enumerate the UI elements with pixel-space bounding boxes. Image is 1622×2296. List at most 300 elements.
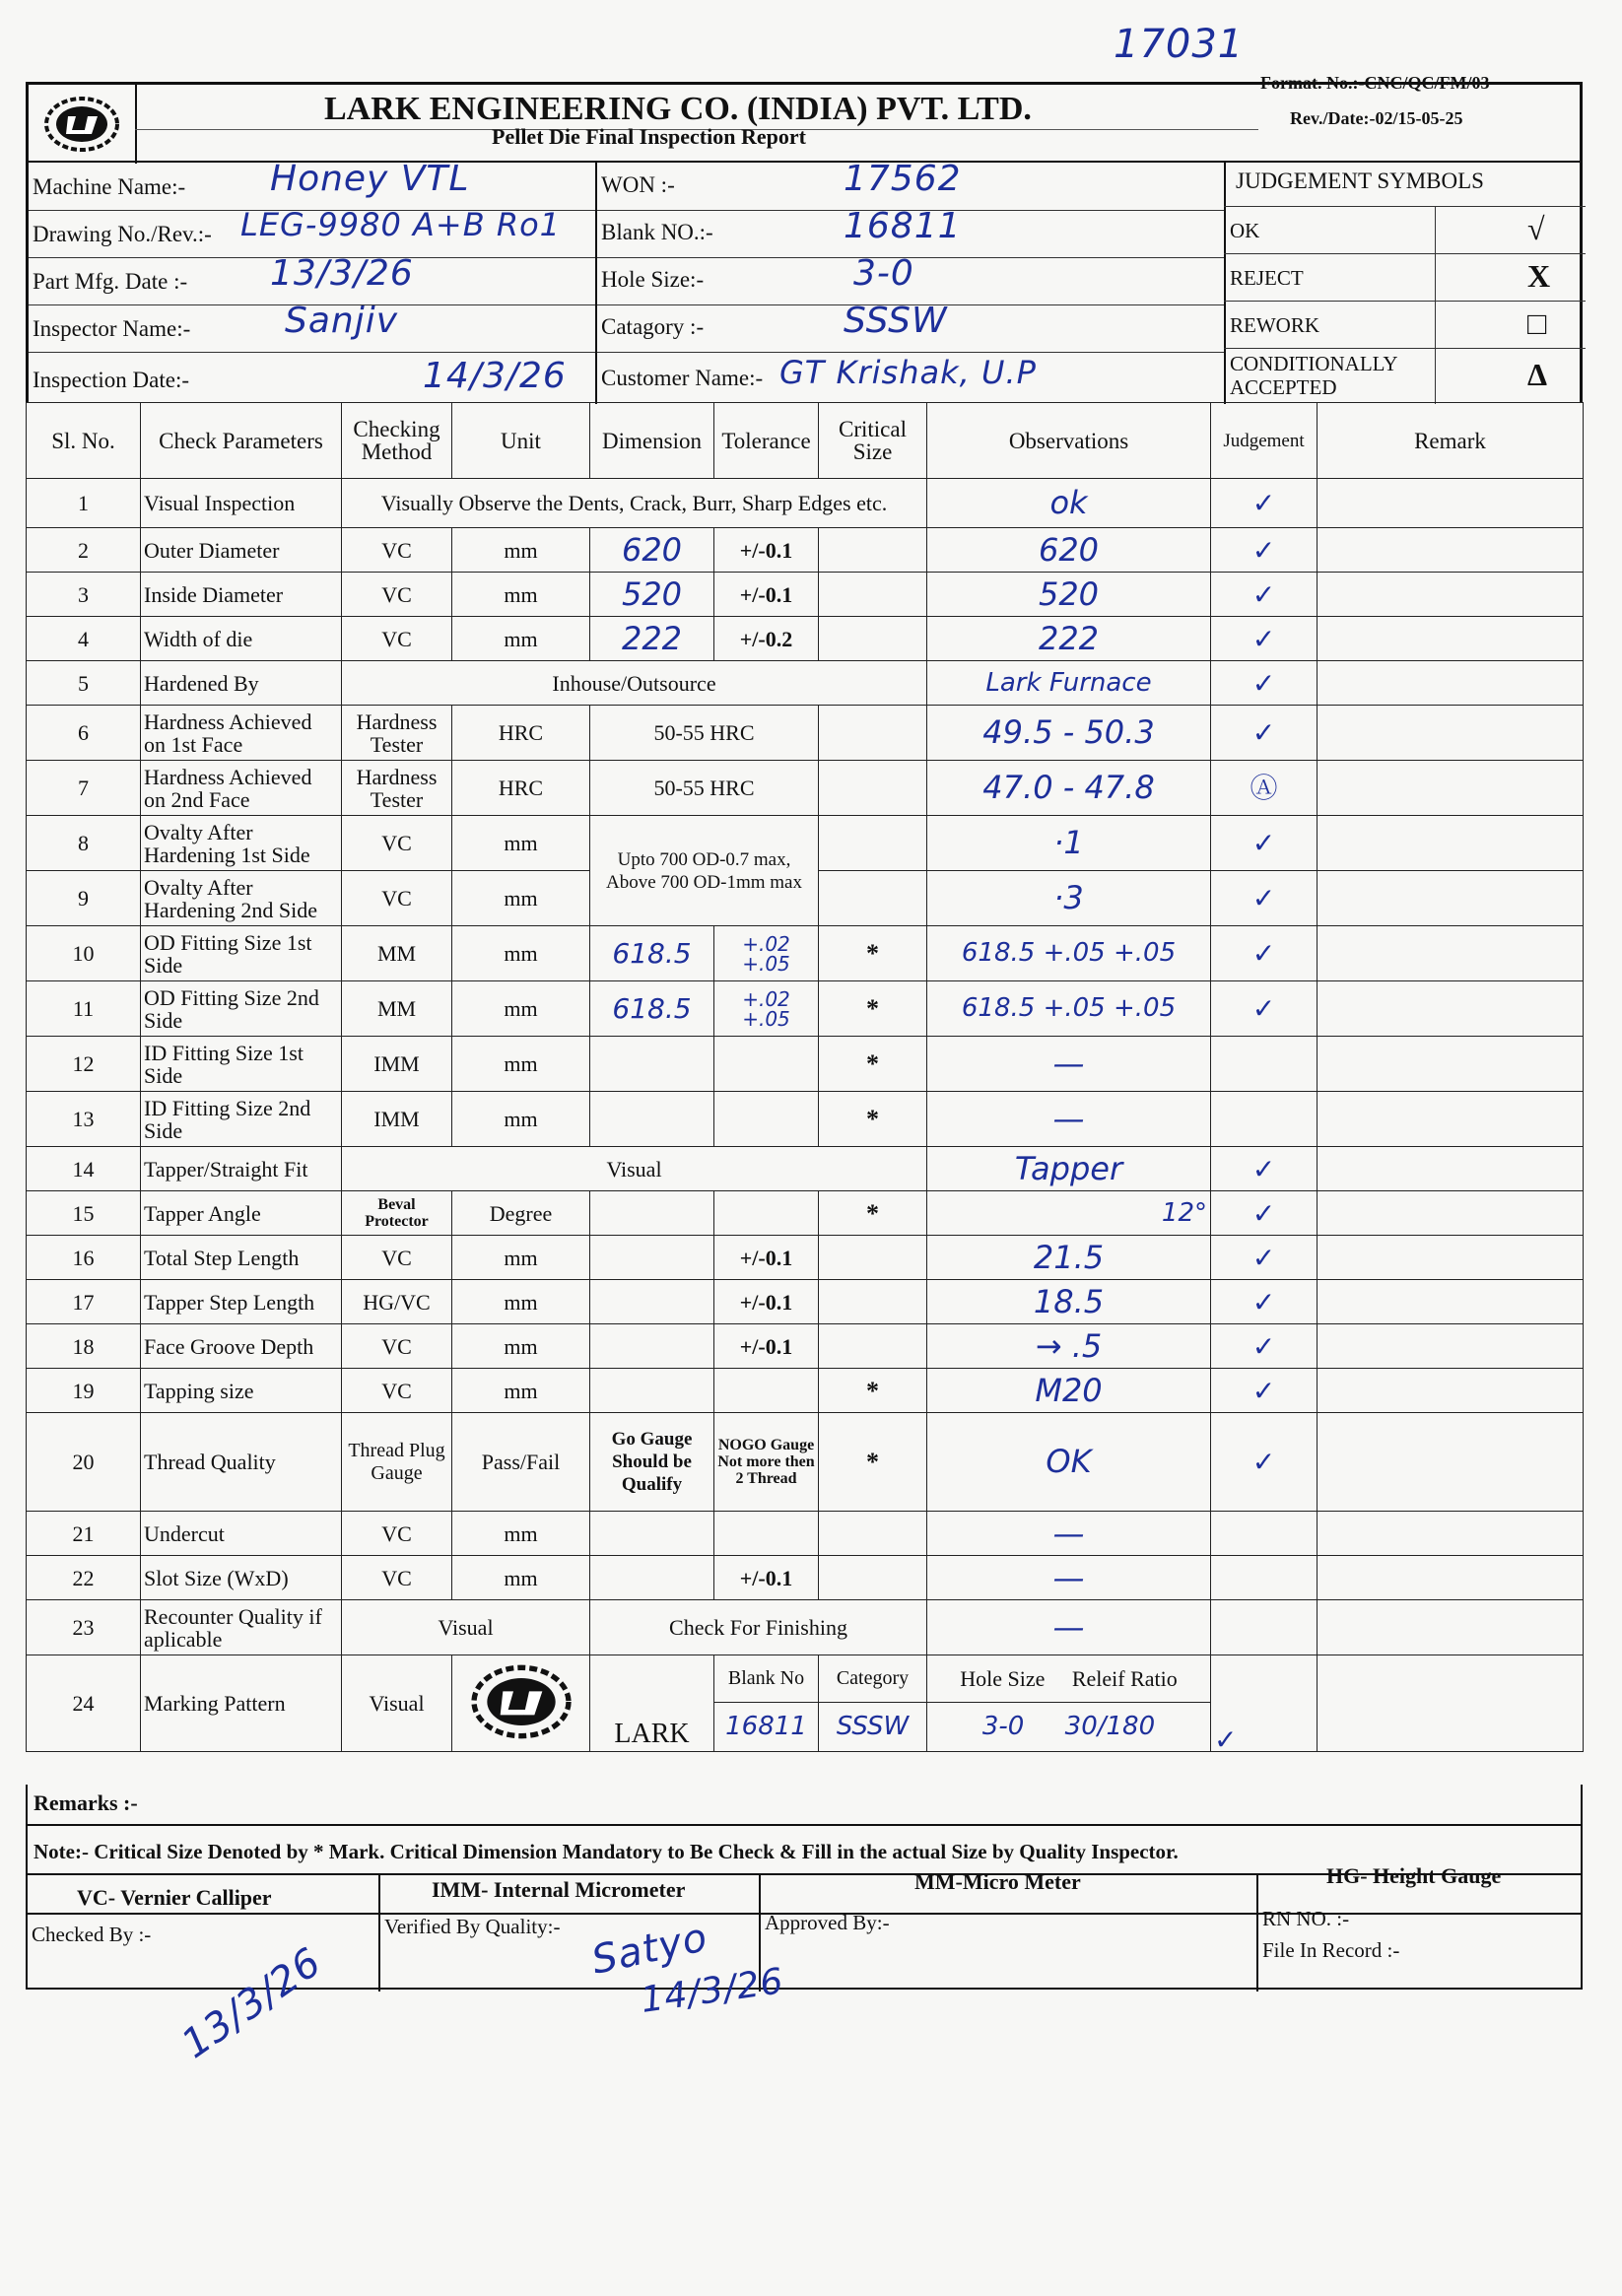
- critical-cell: [819, 573, 927, 617]
- observation-cell: 520: [927, 573, 1211, 617]
- critical-cell: [819, 1280, 927, 1324]
- remark-cell: [1318, 981, 1584, 1037]
- method-cell: VC: [342, 1556, 452, 1600]
- unit-cell: mm: [452, 1236, 590, 1280]
- customer-label: Customer Name:-: [601, 366, 764, 390]
- judgement-cell: ✓: [1211, 617, 1318, 661]
- dimension-cell: 618.5: [590, 981, 714, 1037]
- remark-cell: [1318, 1147, 1584, 1191]
- unit-cell: mm: [452, 1280, 590, 1324]
- sl-cell: 5: [27, 661, 141, 706]
- judgement-cell: ✓: [1211, 1191, 1318, 1236]
- method-cell: VC: [342, 617, 452, 661]
- critical-cell: [819, 1236, 927, 1280]
- method-cell: Thread Plug Gauge: [342, 1413, 452, 1512]
- col-observations: Observations: [927, 403, 1211, 479]
- param-cell: Total Step Length: [141, 1236, 342, 1280]
- marking-lark-text: LARK: [590, 1655, 714, 1752]
- observation-cell: M20: [927, 1369, 1211, 1413]
- method-cell: Visually Observe the Dents, Crack, Burr, Sharp Edges etc.: [342, 479, 927, 528]
- table-row: [27, 479, 1584, 528]
- table-row: [27, 761, 1584, 816]
- table-row: [27, 1655, 1584, 1703]
- col-param: Check Parameters: [141, 403, 342, 479]
- inspection-date-label: Inspection Date:-: [33, 368, 190, 392]
- judgement-cell: ✓: [1211, 528, 1318, 573]
- remark-cell: [1318, 661, 1584, 706]
- remark-cell: [1318, 617, 1584, 661]
- param-cell: Marking Pattern: [141, 1655, 342, 1752]
- judgement-cell: ✓: [1211, 926, 1318, 981]
- method-cell: Hardness Tester: [342, 761, 452, 816]
- tolerance-cell: [714, 1369, 819, 1413]
- remark-cell: [1318, 871, 1584, 926]
- col-method: Checking Method: [342, 403, 452, 479]
- dimension-cell: 222: [590, 617, 714, 661]
- sl-cell: 9: [27, 871, 141, 926]
- table-header-row: [27, 403, 1584, 479]
- unit-cell: Pass/Fail: [452, 1413, 590, 1512]
- tolerance-cell: [714, 1512, 819, 1556]
- checked-by-date: 13/3/26: [173, 1938, 330, 2068]
- unit-cell: mm: [452, 1324, 590, 1369]
- param-cell: Undercut: [141, 1512, 342, 1556]
- method-cell: VC: [342, 871, 452, 926]
- method-cell: HG/VC: [342, 1280, 452, 1324]
- remark-cell: [1318, 573, 1584, 617]
- param-cell: Slot Size (WxD): [141, 1556, 342, 1600]
- note-text: Note:- Critical Size Denoted by * Mark. Critical Dimension Mandatory to Be Check & Fill in the actual Size by Quality Inspector.: [34, 1840, 1179, 1863]
- unit-cell: mm: [452, 528, 590, 573]
- critical-cell: [819, 528, 927, 573]
- gear-logo-icon: [462, 1662, 580, 1741]
- symbol-ok-label: OK: [1230, 219, 1260, 242]
- table-row: [27, 1600, 1584, 1655]
- tolerance-cell: [714, 1191, 819, 1236]
- marking-relief-header: Releif Ratio: [1071, 1666, 1178, 1691]
- gear-logo-icon: [42, 95, 121, 154]
- inspection-sheet: [26, 73, 1583, 1989]
- dimension-cell: [590, 1369, 714, 1413]
- format-number: Format. No.:-CNC/QC/FM/03: [1260, 73, 1490, 93]
- symbol-reject-mark: X: [1527, 258, 1551, 294]
- symbol-rework-mark: □: [1527, 305, 1547, 341]
- param-cell: OD Fitting Size 1st Side: [141, 926, 342, 981]
- sl-cell: 18: [27, 1324, 141, 1369]
- unit-cell: mm: [452, 1369, 590, 1413]
- report-header: [26, 73, 1583, 161]
- unit-cell: HRC: [452, 706, 590, 761]
- tolerance-cell: +/-0.1: [714, 573, 819, 617]
- marking-logo: [452, 1655, 590, 1752]
- sl-cell: 19: [27, 1369, 141, 1413]
- dimension-cell: [590, 1037, 714, 1092]
- table-row: [27, 661, 1584, 706]
- critical-cell: *: [819, 981, 927, 1037]
- remark-cell: [1318, 528, 1584, 573]
- col-unit: Unit: [452, 403, 590, 479]
- dimension-cell: 520: [590, 573, 714, 617]
- col-tolerance: Tolerance: [714, 403, 819, 479]
- remark-cell: [1318, 1280, 1584, 1324]
- judgement-cell: [1211, 1092, 1318, 1147]
- remark-cell: [1318, 1556, 1584, 1600]
- table-row: [27, 1324, 1584, 1369]
- customer-value: GT Krishak, U.P: [779, 354, 1037, 391]
- critical-cell: *: [819, 1092, 927, 1147]
- judgement-cell: ✓: [1211, 1236, 1318, 1280]
- observation-cell: Lark Furnace: [927, 661, 1211, 706]
- critical-cell: [819, 1324, 927, 1369]
- observation-cell: 49.5 - 50.3: [927, 706, 1211, 761]
- judgement-cell: ✓: [1211, 661, 1318, 706]
- unit-cell: mm: [452, 1512, 590, 1556]
- judgement-cell: ✓: [1211, 1280, 1318, 1324]
- method-cell: VC: [342, 528, 452, 573]
- param-cell: Thread Quality: [141, 1413, 342, 1512]
- param-cell: Hardness Achieved on 1st Face: [141, 706, 342, 761]
- dimension-cell: Go Gauge Should be Qualify: [590, 1413, 714, 1512]
- legend-vc: VC- Vernier Calliper: [77, 1885, 272, 1910]
- judgement-cell: [1211, 1556, 1318, 1600]
- observation-cell: 21.5: [927, 1236, 1211, 1280]
- observation-cell: → .5: [927, 1324, 1211, 1369]
- unit-cell: Degree: [452, 1191, 590, 1236]
- remark-cell: [1318, 761, 1584, 816]
- method-cell: Inhouse/Outsource: [342, 661, 927, 706]
- table-row: [27, 816, 1584, 871]
- tolerance-cell: +.02 +.05: [714, 981, 819, 1037]
- param-cell: OD Fitting Size 2nd Side: [141, 981, 342, 1037]
- table-row: [27, 926, 1584, 981]
- marking-category-value: SSSW: [819, 1703, 927, 1752]
- company-logo: [29, 85, 137, 164]
- param-cell: Tapper/Straight Fit: [141, 1147, 342, 1191]
- method-cell: VC: [342, 816, 452, 871]
- sl-cell: 6: [27, 706, 141, 761]
- judgement-cell: ✓: [1211, 1655, 1318, 1752]
- remark-cell: [1318, 1191, 1584, 1236]
- table-row: [27, 1147, 1584, 1191]
- inspection-table: [26, 402, 1584, 1752]
- dimension-cell: [590, 1324, 714, 1369]
- judgement-symbols-title: JUDGEMENT SYMBOLS: [1236, 169, 1484, 193]
- param-cell: Width of die: [141, 617, 342, 661]
- observation-cell: —: [927, 1600, 1211, 1655]
- blank-value: 16811: [844, 206, 962, 246]
- table-row: [27, 1369, 1584, 1413]
- observation-cell: ·1: [927, 816, 1211, 871]
- symbol-ok-mark: √: [1527, 211, 1545, 246]
- judgement-cell: ✓: [1211, 479, 1318, 528]
- tolerance-cell: +/-0.1: [714, 1280, 819, 1324]
- tolerance-cell: +/-0.1: [714, 528, 819, 573]
- critical-cell: *: [819, 1413, 927, 1512]
- table-row: [27, 981, 1584, 1037]
- param-cell: Outer Diameter: [141, 528, 342, 573]
- dimension-cell: 618.5: [590, 926, 714, 981]
- observation-cell: 620: [927, 528, 1211, 573]
- sl-cell: 12: [27, 1037, 141, 1092]
- judgement-cell: Ⓐ: [1211, 761, 1318, 816]
- table-row: [27, 1092, 1584, 1147]
- tolerance-cell: +/-0.1: [714, 1324, 819, 1369]
- param-cell: Recounter Quality if aplicable: [141, 1600, 342, 1655]
- sl-cell: 22: [27, 1556, 141, 1600]
- dimension-cell: [590, 1512, 714, 1556]
- method-cell: VC: [342, 573, 452, 617]
- param-cell: Hardness Achieved on 2nd Face: [141, 761, 342, 816]
- col-critical: Critical Size: [819, 403, 927, 479]
- verified-by-signature: Satyo: [587, 1915, 712, 1984]
- observation-cell: —: [927, 1037, 1211, 1092]
- observation-cell: 18.5: [927, 1280, 1211, 1324]
- tolerance-cell: +/-0.2: [714, 617, 819, 661]
- inspection-date-value: 14/3/26: [423, 356, 567, 396]
- judgement-cell: ✓: [1211, 1369, 1318, 1413]
- critical-cell: [819, 706, 927, 761]
- table-row: [27, 1191, 1584, 1236]
- critical-cell: *: [819, 1037, 927, 1092]
- remark-cell: [1318, 1236, 1584, 1280]
- dimension-cell: 50-55 HRC: [590, 706, 819, 761]
- won-value: 17562: [844, 159, 962, 199]
- sl-cell: 8: [27, 816, 141, 871]
- table-row: [27, 1280, 1584, 1324]
- dimension-cell: Upto 700 OD-0.7 max, Above 700 OD-1mm max: [590, 816, 819, 926]
- param-cell: Visual Inspection: [141, 479, 342, 528]
- info-section: [26, 161, 1583, 402]
- tolerance-cell: NOGO Gauge Not more then 2 Thread: [714, 1413, 819, 1512]
- part-mfg-label: Part Mfg. Date :-: [33, 269, 188, 294]
- remark-cell: [1318, 926, 1584, 981]
- judgement-cell: ✓: [1211, 981, 1318, 1037]
- remark-cell: [1318, 1369, 1584, 1413]
- dimension-cell: [590, 1236, 714, 1280]
- marking-category-header: Category: [819, 1655, 927, 1703]
- machine-name-value: Honey VTL: [270, 159, 470, 199]
- approved-by-label: Approved By:-: [765, 1911, 890, 1934]
- blank-label: Blank NO.:-: [601, 220, 713, 244]
- remarks-label: Remarks :-: [34, 1790, 138, 1815]
- drawing-value: LEG-9980 A+B Ro1: [240, 206, 561, 243]
- marking-blank-value: 16811: [714, 1703, 819, 1752]
- hole-size-label: Hole Size:-: [601, 267, 705, 292]
- observation-cell: Tapper: [927, 1147, 1211, 1191]
- unit-cell: mm: [452, 1092, 590, 1147]
- dimension-cell: [590, 1092, 714, 1147]
- won-label: WON :-: [601, 172, 675, 197]
- param-cell: Tapper Step Length: [141, 1280, 342, 1324]
- judgement-cell: ✓: [1211, 871, 1318, 926]
- param-cell: ID Fitting Size 1st Side: [141, 1037, 342, 1092]
- param-cell: Hardened By: [141, 661, 342, 706]
- sl-cell: 14: [27, 1147, 141, 1191]
- critical-cell: [819, 1556, 927, 1600]
- param-cell: Ovalty After Hardening 2nd Side: [141, 871, 342, 926]
- legend-imm: IMM- Internal Micrometer: [432, 1877, 686, 1902]
- judgement-cell: ✓: [1211, 816, 1318, 871]
- method-cell: VC: [342, 1324, 452, 1369]
- sl-cell: 10: [27, 926, 141, 981]
- remark-cell: [1318, 1512, 1584, 1556]
- symbol-conditional-label: CONDITIONALLY ACCEPTED: [1230, 352, 1397, 399]
- tolerance-cell: +/-0.1: [714, 1556, 819, 1600]
- unit-cell: mm: [452, 617, 590, 661]
- method-cell: IMM: [342, 1092, 452, 1147]
- sl-cell: 24: [27, 1655, 141, 1752]
- observation-cell: ok: [927, 479, 1211, 528]
- judgement-cell: ✓: [1211, 1413, 1318, 1512]
- observation-cell: 618.5 +.05 +.05: [927, 926, 1211, 981]
- method-cell: Visual: [342, 1147, 927, 1191]
- method-cell: Hardness Tester: [342, 706, 452, 761]
- method-cell: MM: [342, 981, 452, 1037]
- dimension-cell: Check For Finishing: [590, 1600, 927, 1655]
- remark-cell: [1318, 1324, 1584, 1369]
- method-cell: VC: [342, 1369, 452, 1413]
- critical-cell: [819, 1512, 927, 1556]
- col-sl: Sl. No.: [27, 403, 141, 479]
- param-cell: Tapping size: [141, 1369, 342, 1413]
- sl-cell: 11: [27, 981, 141, 1037]
- inspector-label: Inspector Name:-: [33, 316, 191, 341]
- critical-cell: [819, 761, 927, 816]
- unit-cell: mm: [452, 816, 590, 871]
- revision-date: Rev./Date:-02/15-05-25: [1290, 108, 1463, 128]
- table-row: [27, 573, 1584, 617]
- category-value: SSSW: [844, 301, 948, 341]
- remark-cell: [1318, 1600, 1584, 1655]
- table-row: [27, 1413, 1584, 1512]
- inspector-value: Sanjiv: [285, 301, 399, 341]
- remarks-row: [26, 1785, 1583, 1826]
- sl-cell: 23: [27, 1600, 141, 1655]
- verified-by-label: Verified By Quality:-: [384, 1915, 561, 1938]
- observation-cell: 222: [927, 617, 1211, 661]
- drawing-label: Drawing No./Rev.:-: [33, 222, 212, 246]
- sl-cell: 1: [27, 479, 141, 528]
- method-cell: VC: [342, 1236, 452, 1280]
- category-label: Catagory :-: [601, 314, 705, 339]
- method-cell: Beval Protector: [342, 1191, 452, 1236]
- critical-cell: *: [819, 926, 927, 981]
- observation-cell: —: [927, 1556, 1211, 1600]
- document-number: 17031: [1114, 22, 1245, 67]
- unit-cell: mm: [452, 981, 590, 1037]
- file-record-label: File In Record :-: [1262, 1938, 1400, 1962]
- table-row: [27, 1512, 1584, 1556]
- part-mfg-value: 13/3/26: [270, 253, 414, 294]
- method-cell: Visual: [342, 1600, 590, 1655]
- legend-mm: MM-Micro Meter: [914, 1869, 1081, 1894]
- observation-cell: OK: [927, 1413, 1211, 1512]
- sl-cell: 4: [27, 617, 141, 661]
- marking-blank-header: Blank No: [714, 1655, 819, 1703]
- remark-cell: [1318, 706, 1584, 761]
- judgement-cell: ✓: [1211, 706, 1318, 761]
- critical-cell: *: [819, 1369, 927, 1413]
- unit-cell: mm: [452, 926, 590, 981]
- remark-cell: [1318, 1413, 1584, 1512]
- symbol-reject-label: REJECT: [1230, 266, 1304, 290]
- col-judgement: Judgement: [1211, 403, 1318, 479]
- observation-cell: 47.0 - 47.8: [927, 761, 1211, 816]
- table-row: [27, 1556, 1584, 1600]
- marking-hole-relief-value: [927, 1703, 1211, 1752]
- dimension-cell: 620: [590, 528, 714, 573]
- observation-cell: 12°: [927, 1191, 1211, 1236]
- sl-cell: 17: [27, 1280, 141, 1324]
- verified-by-date: 14/3/26: [638, 1961, 786, 2021]
- legend-hg: HG- Height Gauge: [1326, 1863, 1502, 1888]
- dimension-cell: 50-55 HRC: [590, 761, 819, 816]
- sl-cell: 3: [27, 573, 141, 617]
- critical-cell: [819, 871, 927, 926]
- method-cell: Visual: [342, 1655, 452, 1752]
- report-title: Pellet Die Final Inspection Report: [492, 124, 806, 149]
- marking-hole-header: Hole Size: [960, 1666, 1046, 1691]
- judgement-cell: ✓: [1211, 1324, 1318, 1369]
- judgement-cell: [1211, 1512, 1318, 1556]
- judgement-cell: [1211, 1037, 1318, 1092]
- observation-cell: 618.5 +.05 +.05: [927, 981, 1211, 1037]
- tolerance-cell: [714, 1092, 819, 1147]
- unit-cell: HRC: [452, 761, 590, 816]
- tolerance-cell: +.02 +.05: [714, 926, 819, 981]
- unit-cell: mm: [452, 1037, 590, 1092]
- observation-cell: ·3: [927, 871, 1211, 926]
- param-cell: Inside Diameter: [141, 573, 342, 617]
- unit-cell: mm: [452, 573, 590, 617]
- param-cell: Face Groove Depth: [141, 1324, 342, 1369]
- critical-cell: [819, 617, 927, 661]
- critical-cell: *: [819, 1191, 927, 1236]
- sl-cell: 15: [27, 1191, 141, 1236]
- sl-cell: 16: [27, 1236, 141, 1280]
- sl-cell: 13: [27, 1092, 141, 1147]
- marking-hole-value: 3-0: [981, 1712, 1025, 1741]
- table-row: [27, 617, 1584, 661]
- judgement-cell: ✓: [1211, 1147, 1318, 1191]
- company-name: LARK ENGINEERING CO. (INDIA) PVT. LTD.: [324, 91, 1032, 127]
- remark-cell: [1318, 816, 1584, 871]
- method-cell: MM: [342, 926, 452, 981]
- observation-cell: —: [927, 1092, 1211, 1147]
- table-row: [27, 528, 1584, 573]
- judgement-cell: [1211, 1600, 1318, 1655]
- dimension-cell: [590, 1556, 714, 1600]
- observation-cell: —: [927, 1512, 1211, 1556]
- judgement-cell: ✓: [1211, 573, 1318, 617]
- rn-number-label: RN NO. :-: [1262, 1907, 1350, 1930]
- col-dimension: Dimension: [590, 403, 714, 479]
- param-cell: Ovalty After Hardening 1st Side: [141, 816, 342, 871]
- checked-by-label: Checked By :-: [32, 1923, 152, 1946]
- remark-cell: [1318, 1655, 1584, 1752]
- table-row: [27, 1236, 1584, 1280]
- machine-name-label: Machine Name:-: [33, 174, 186, 199]
- table-row: [27, 1037, 1584, 1092]
- tolerance-cell: +/-0.1: [714, 1236, 819, 1280]
- param-cell: ID Fitting Size 2nd Side: [141, 1092, 342, 1147]
- marking-relief-value: 30/180: [1064, 1712, 1156, 1741]
- tolerance-cell: [714, 1037, 819, 1092]
- symbol-conditional-mark: Δ: [1527, 357, 1548, 392]
- dimension-cell: [590, 1280, 714, 1324]
- critical-cell: [819, 816, 927, 871]
- param-cell: Tapper Angle: [141, 1191, 342, 1236]
